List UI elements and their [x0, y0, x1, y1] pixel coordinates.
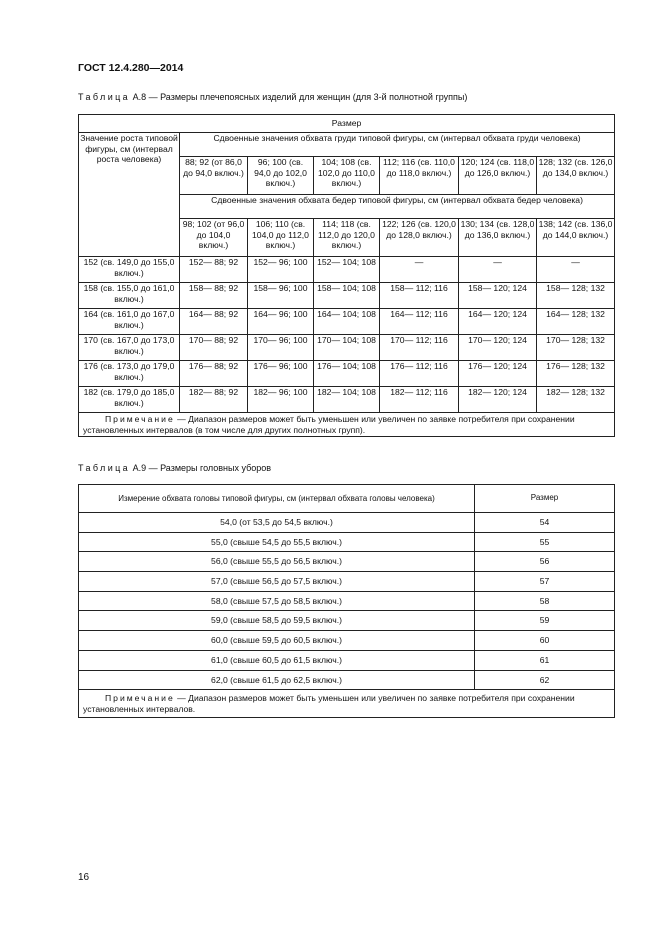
table-a8 — [78, 114, 615, 437]
size-cell: 158— 112; 116 — [380, 283, 459, 309]
size-header: Размер — [79, 115, 615, 133]
row-header: Значение роста типовой фигуры, см (интервал роста человека) — [79, 133, 180, 257]
height-label: 182 (св. 179,0 до 185,0 включ.) — [79, 387, 180, 413]
height-label: 158 (св. 155,0 до 161,0 включ.) — [79, 283, 180, 309]
page-number: 16 — [78, 872, 90, 883]
size-cell: 176— 88; 92 — [180, 361, 248, 387]
head-girth-value: 54,0 (от 53,5 до 54,5 включ.) — [79, 513, 475, 533]
table-row — [79, 631, 615, 651]
head-size-value: 56 — [475, 552, 615, 572]
height-label: 152 (св. 149,0 до 155,0 включ.) — [79, 257, 180, 283]
table-row — [79, 572, 615, 592]
size-cell: 158— 120; 124 — [459, 283, 537, 309]
table-note-row — [79, 413, 615, 437]
hip-column-header: 138; 142 (св. 136,0 до 144,0 включ.) — [537, 219, 615, 257]
table-row — [79, 650, 615, 670]
size-cell: 176— 96; 100 — [248, 361, 314, 387]
head-size-value: 57 — [475, 572, 615, 592]
caption-text: А.9 — Размеры головных уборов — [130, 463, 272, 473]
size-cell: 182— 104; 108 — [314, 387, 380, 413]
hip-column-header: 114; 118 (св. 112,0 до 120,0 включ.) — [314, 219, 380, 257]
head-girth-value: 56,0 (свыше 55,5 до 56,5 включ.) — [79, 552, 475, 572]
size-cell: 176— 112; 116 — [380, 361, 459, 387]
caption-label: Таблица — [78, 463, 131, 473]
size-cell: — — [459, 257, 537, 283]
head-size-value: 55 — [475, 532, 615, 552]
head-size-value: 61 — [475, 650, 615, 670]
chest-header: Сдвоенные значения обхвата груди типовой фигуры, см (интервал обхвата груди человека) — [180, 133, 615, 157]
size-cell: 170— 96; 100 — [248, 335, 314, 361]
table-row — [79, 670, 615, 690]
head-girth-value: 59,0 (свыше 58,5 до 59,5 включ.) — [79, 611, 475, 631]
table-a9 — [78, 484, 615, 718]
table-a8-caption — [78, 92, 467, 102]
head-size-value: 59 — [475, 611, 615, 631]
table-row — [79, 335, 615, 361]
head-girth-value: 60,0 (свыше 59,5 до 60,5 включ.) — [79, 631, 475, 651]
size-cell: 164— 112; 116 — [380, 309, 459, 335]
table-row — [79, 513, 615, 533]
document-header: ГОСТ 12.4.280—2014 — [78, 62, 184, 74]
size-cell: 170— 128; 132 — [537, 335, 615, 361]
table-row — [79, 361, 615, 387]
size-cell: 170— 120; 124 — [459, 335, 537, 361]
size-cell: 164— 88; 92 — [180, 309, 248, 335]
table-row — [79, 257, 615, 283]
size-cell: 170— 104; 108 — [314, 335, 380, 361]
table-row — [79, 591, 615, 611]
size-cell: 176— 120; 124 — [459, 361, 537, 387]
height-label: 170 (св. 167,0 до 173,0 включ.) — [79, 335, 180, 361]
head-girth-value: 55,0 (свыше 54,5 до 55,5 включ.) — [79, 532, 475, 552]
size-cell: 182— 96; 100 — [248, 387, 314, 413]
size-cell: — — [537, 257, 615, 283]
hip-column-header: 98; 102 (от 96,0 до 104,0 включ.) — [180, 219, 248, 257]
height-label: 176 (св. 173,0 до 179,0 включ.) — [79, 361, 180, 387]
chest-column-header: 96; 100 (св. 94,0 до 102,0 включ.) — [248, 157, 314, 195]
size-cell: 170— 112; 116 — [380, 335, 459, 361]
head-size-value: 62 — [475, 670, 615, 690]
note-label: Примечание — [105, 414, 175, 424]
table-row — [79, 552, 615, 572]
size-cell: 158— 96; 100 — [248, 283, 314, 309]
table-a9-caption — [78, 463, 271, 473]
size-cell: 164— 96; 100 — [248, 309, 314, 335]
chest-column-header: 88; 92 (от 86,0 до 94,0 включ.) — [180, 157, 248, 195]
size-cell: 170— 88; 92 — [180, 335, 248, 361]
note-text: — Диапазон размеров может быть уменьшен или увеличен по заявке потребителя при сохранении установленных интервалов. — [83, 693, 575, 714]
size-cell: 152— 104; 108 — [314, 257, 380, 283]
head-girth-value: 58,0 (свыше 57,5 до 58,5 включ.) — [79, 591, 475, 611]
head-size-value: 60 — [475, 631, 615, 651]
table-note — [79, 690, 615, 718]
chest-column-header: 112; 116 (св. 110,0 до 118,0 включ.) — [380, 157, 459, 195]
table-row — [79, 309, 615, 335]
size-cell: 182— 88; 92 — [180, 387, 248, 413]
caption-text: А.8 — Размеры плечепоясных изделий для женщин (для 3-й полнотной группы) — [130, 92, 468, 102]
chest-column-header: 128; 132 (св. 126,0 до 134,0 включ.) — [537, 157, 615, 195]
size-cell: 152— 96; 100 — [248, 257, 314, 283]
head-girth-value: 57,0 (свыше 56,5 до 57,5 включ.) — [79, 572, 475, 592]
hip-column-header: 106; 110 (св. 104,0 до 112,0 включ.) — [248, 219, 314, 257]
table-note-row — [79, 690, 615, 718]
head-size-value: 58 — [475, 591, 615, 611]
hip-header: Сдвоенные значения обхвата бедер типовой фигуры, см (интервал обхвата бедер человека) — [180, 195, 615, 219]
size-cell: 164— 104; 108 — [314, 309, 380, 335]
size-cell: — — [380, 257, 459, 283]
hip-column-header: 122; 126 (св. 120,0 до 128,0 включ.) — [380, 219, 459, 257]
note-label: Примечание — [105, 693, 175, 704]
head-girth-header: Измерение обхвата головы типовой фигуры, см (интервал обхвата головы человека) — [79, 485, 475, 513]
size-cell: 152— 88; 92 — [180, 257, 248, 283]
caption-label: Таблица — [78, 92, 131, 102]
size-cell: 164— 128; 132 — [537, 309, 615, 335]
size-column-header: Размер — [475, 485, 615, 513]
size-cell: 158— 104; 108 — [314, 283, 380, 309]
size-cell: 176— 128; 132 — [537, 361, 615, 387]
chest-column-header: 120; 124 (св. 118,0 до 126,0 включ.) — [459, 157, 537, 195]
size-cell: 182— 112; 116 — [380, 387, 459, 413]
size-cell: 176— 104; 108 — [314, 361, 380, 387]
head-girth-value: 62,0 (свыше 61,5 до 62,5 включ.) — [79, 670, 475, 690]
table-row — [79, 283, 615, 309]
size-cell: 182— 120; 124 — [459, 387, 537, 413]
chest-column-header: 104; 108 (св. 102,0 до 110,0 включ.) — [314, 157, 380, 195]
table-row — [79, 532, 615, 552]
hip-column-header: 130; 134 (св. 128,0 до 136,0 включ.) — [459, 219, 537, 257]
note-text: — Диапазон размеров может быть уменьшен или увеличен по заявке потребителя при сохранении установленных интервалов (в том числе для других полнотных групп). — [83, 414, 575, 435]
size-cell: 182— 128; 132 — [537, 387, 615, 413]
table-row — [79, 387, 615, 413]
head-girth-value: 61,0 (свыше 60,5 до 61,5 включ.) — [79, 650, 475, 670]
size-cell: 158— 88; 92 — [180, 283, 248, 309]
table-row — [79, 611, 615, 631]
head-size-value: 54 — [475, 513, 615, 533]
size-cell: 164— 120; 124 — [459, 309, 537, 335]
table-note — [79, 413, 615, 437]
height-label: 164 (св. 161,0 до 167,0 включ.) — [79, 309, 180, 335]
size-cell: 158— 128; 132 — [537, 283, 615, 309]
